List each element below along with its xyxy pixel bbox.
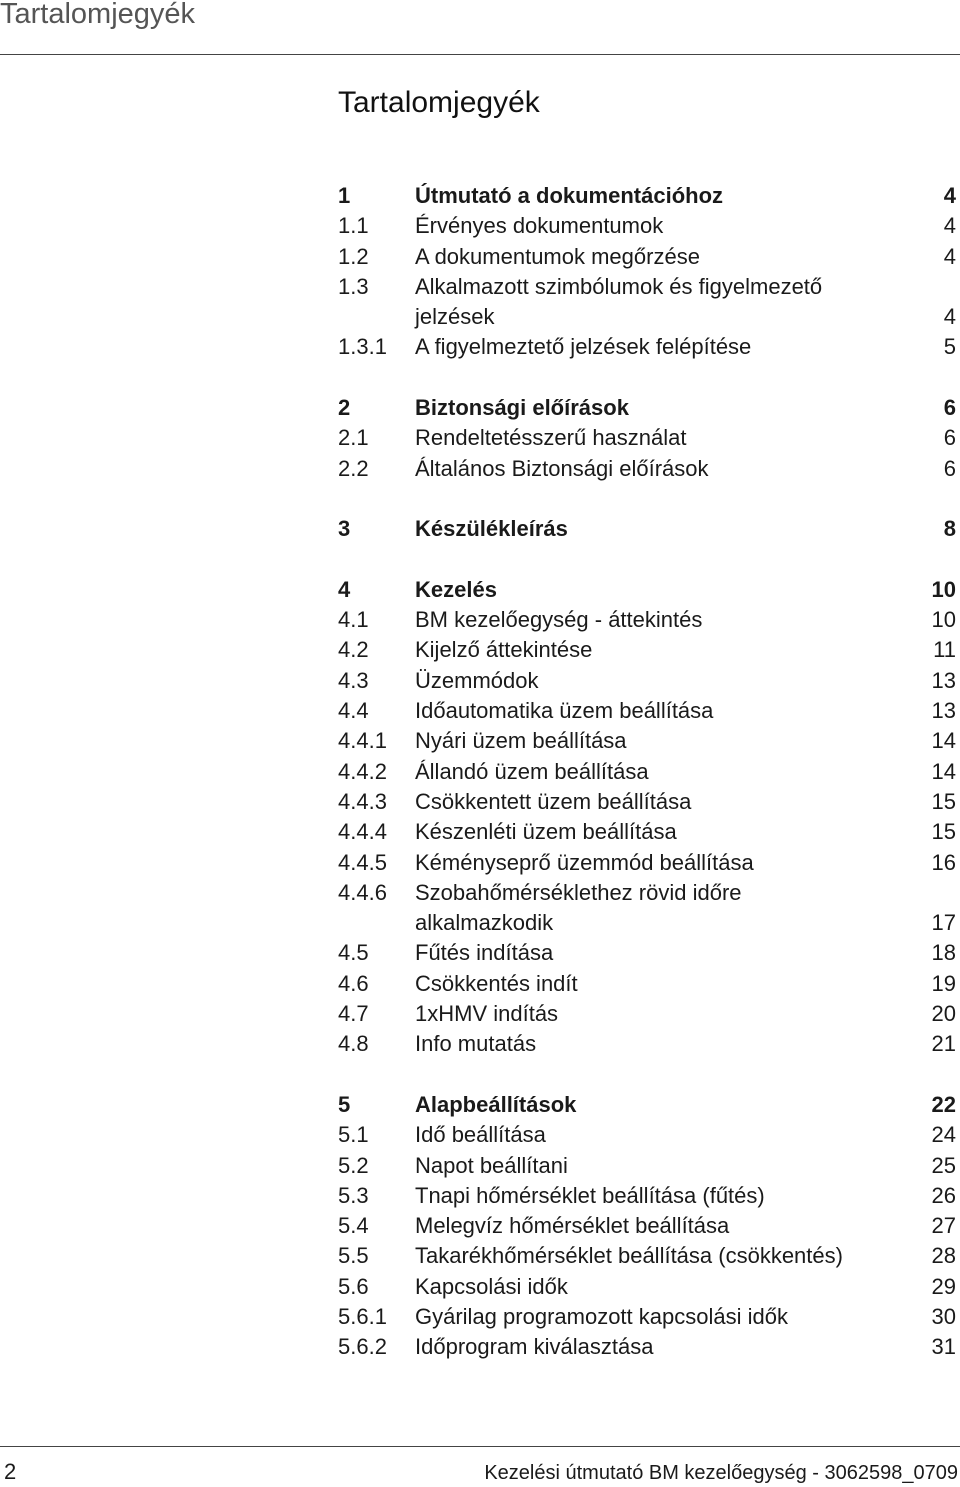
toc-entry-page: 31 [931, 1334, 956, 1360]
header-divider [0, 54, 960, 55]
toc-entry-number: 5.1 [338, 1122, 369, 1148]
toc-entry-page: 10 [931, 607, 956, 633]
toc-entry-page: 14 [931, 758, 956, 784]
toc-entry-number: 4.7 [338, 1001, 369, 1027]
footer-document-title: Kezelési útmutató BM kezelőegység - 3062598_0709 [484, 1462, 958, 1484]
toc-entry-title: Kapcsolási idők [415, 1273, 568, 1299]
toc-entry-page: 28 [931, 1243, 956, 1269]
toc-entry-title: Melegvíz hőmérséklet beállítása [415, 1213, 730, 1239]
toc-entry-title: Időautomatika üzem beállítása [415, 698, 714, 724]
toc-entry-number: 4.4.1 [338, 728, 387, 754]
toc-entry-title: A dokumentumok megőrzése [415, 243, 700, 269]
toc-entry-page: 4 [943, 183, 956, 208]
toc-entry-title: Kijelző áttekintése [415, 637, 593, 663]
toc-entry-title: A figyelmeztető jelzések felépítése [415, 334, 752, 360]
toc-entry-title: Biztonsági előírások [415, 395, 629, 421]
toc-entry-number: 4.6 [338, 970, 369, 996]
toc-entry-page: 18 [931, 940, 956, 966]
page-title: Tartalomjegyék [338, 86, 540, 119]
toc-entry-page: 24 [931, 1122, 956, 1148]
toc-entry-number: 1.3 [338, 273, 369, 299]
toc-entry-number: 4 [338, 576, 351, 602]
toc-entry-page: 21 [931, 1031, 956, 1057]
toc-entry [338, 423, 958, 453]
toc-entry [338, 302, 958, 332]
toc-entry [338, 757, 958, 787]
toc-entry-title: jelzések [415, 304, 495, 330]
toc-entry-number: 5 [338, 1091, 351, 1117]
toc-entry [338, 1181, 958, 1211]
toc-entry-page: 6 [943, 425, 956, 451]
toc-entry-number: 4.1 [338, 607, 369, 633]
toc-entry-page: 29 [931, 1273, 956, 1299]
table-of-contents [338, 181, 958, 1363]
toc-entry-title: Takarékhőmérséklet beállítása (csökkentés) [415, 1243, 843, 1269]
toc-entry-title: Általános Biztonsági előírások [415, 455, 709, 481]
toc-entry-page: 20 [931, 1001, 956, 1027]
toc-entry [338, 1029, 958, 1059]
toc-entry [338, 242, 958, 272]
toc-entry [338, 1120, 958, 1150]
toc-entry-number: 5.3 [338, 1182, 369, 1208]
toc-entry-number: 5.6.1 [338, 1303, 387, 1329]
toc-entry-title: Útmutató a dokumentációhoz [415, 183, 724, 208]
toc-entry-number: 4.2 [338, 637, 369, 663]
toc-entry-number: 4.4.6 [338, 879, 387, 905]
toc-entry-page: 13 [931, 698, 956, 724]
toc-entry-page: 15 [931, 788, 956, 814]
toc-entry-number: 5.4 [338, 1213, 369, 1239]
toc-entry-number: 4.8 [338, 1031, 369, 1057]
toc-entry-title: Napot beállítani [415, 1152, 568, 1178]
toc-entry [338, 1241, 958, 1271]
toc-entry-title: Rendeltetésszerű használat [415, 425, 687, 451]
toc-entry-title: Kéményseprő üzemmód beállítása [415, 849, 754, 875]
toc-entry-number: 4.4.5 [338, 849, 387, 875]
toc-entry-page: 16 [931, 849, 956, 875]
toc-entry-page: 10 [931, 576, 956, 602]
toc-entry-number: 2.2 [338, 455, 369, 481]
toc-entry-number: 5.5 [338, 1243, 369, 1269]
toc-entry [338, 1302, 958, 1332]
toc-chapter-entry [338, 393, 958, 423]
running-header-title: Tartalomjegyék [0, 0, 196, 30]
toc-entry [338, 1272, 958, 1302]
toc-entry-number: 1 [338, 183, 351, 208]
toc-entry-page: 30 [931, 1303, 956, 1329]
toc-entry-title: Készülékleírás [415, 516, 568, 542]
toc-chapter-entry [338, 575, 958, 605]
toc-entry-number: 4.3 [338, 667, 369, 693]
toc-entry-number: 4.4.4 [338, 819, 387, 845]
toc-entry-page: 4 [943, 243, 956, 269]
toc-entry [338, 635, 958, 665]
toc-entry-page: 25 [931, 1152, 956, 1178]
toc-entry-number: 1.1 [338, 213, 369, 239]
toc-entry-number: 1.2 [338, 243, 369, 269]
toc-entry [338, 605, 958, 635]
footer-divider [0, 1446, 960, 1447]
toc-entry-number: 5.6.2 [338, 1334, 387, 1360]
toc-entry [338, 908, 958, 938]
toc-entry-number: 5.2 [338, 1152, 369, 1178]
toc-entry [338, 272, 958, 302]
toc-entry-title: Fűtés indítása [415, 940, 554, 966]
toc-entry-title: Idő beállítása [415, 1122, 546, 1148]
toc-entry [338, 1332, 958, 1362]
toc-entry-title: Nyári üzem beállítása [415, 728, 627, 754]
toc-entry-page: 4 [943, 304, 956, 330]
toc-entry-title: Kezelés [415, 576, 497, 602]
toc-entry [338, 1211, 958, 1241]
toc-entry-page: 19 [931, 970, 956, 996]
toc-entry-number: 4.4.2 [338, 758, 387, 784]
toc-entry-title: Érvényes dokumentumok [415, 213, 664, 239]
toc-entry [338, 211, 958, 241]
toc-entry-title: Állandó üzem beállítása [415, 758, 649, 784]
toc-entry [338, 969, 958, 999]
toc-entry [338, 817, 958, 847]
toc-entry [338, 726, 958, 756]
toc-entry [338, 999, 958, 1029]
toc-chapter-entry [338, 1090, 958, 1120]
toc-entry-page: 4 [943, 213, 956, 239]
toc-entry-number: 4.5 [338, 940, 369, 966]
toc-entry [338, 878, 958, 908]
toc-entry-title: Időprogram kiválasztása [415, 1334, 654, 1360]
toc-entry-title: Gyárilag programozott kapcsolási idők [415, 1303, 788, 1329]
footer-page-number: 2 [4, 1459, 17, 1484]
toc-entry [338, 938, 958, 968]
toc-entry-number: 2 [338, 395, 351, 421]
toc-entry-page: 8 [943, 516, 956, 542]
toc-entry-page: 26 [931, 1182, 956, 1208]
toc-entry-title: Készenléti üzem beállítása [415, 819, 677, 845]
toc-entry-title: Alkalmazott szimbólumok és figyelmezető [415, 273, 823, 299]
toc-entry-number: 5.6 [338, 1273, 369, 1299]
toc-entry-page: 22 [931, 1091, 956, 1117]
toc-entry-title: Üzemmódok [415, 667, 539, 693]
toc-entry-page: 15 [931, 819, 956, 845]
toc-entry-page: 14 [931, 728, 956, 754]
toc-entry-page: 6 [943, 455, 956, 481]
toc-chapter-entry [338, 181, 958, 211]
toc-chapter-entry [338, 514, 958, 544]
toc-entry-title: 1xHMV indítás [415, 1001, 559, 1027]
toc-entry [338, 787, 958, 817]
toc-entry-title: Csökkentett üzem beállítása [415, 788, 692, 814]
toc-entry [338, 666, 958, 696]
toc-entry-number: 3 [338, 516, 351, 542]
toc-entry-title: Info mutatás [415, 1031, 537, 1057]
toc-entry [338, 1151, 958, 1181]
toc-entry-number: 4.4.3 [338, 788, 387, 814]
toc-entry-number: 1.3.1 [338, 334, 387, 360]
toc-entry-title: Alapbeállítások [415, 1091, 577, 1117]
toc-entry-page: 13 [931, 667, 956, 693]
toc-entry-number: 4.4 [338, 698, 369, 724]
toc-entry-title: Csökkentés indít [415, 970, 578, 996]
toc-entry [338, 454, 958, 484]
toc-entry-title: Szobahőmérséklethez rövid időre [415, 879, 742, 905]
toc-entry-number: 2.1 [338, 425, 369, 451]
toc-entry-page: 27 [931, 1213, 956, 1239]
toc-entry [338, 332, 958, 362]
toc-entry-title: BM kezelőegység - áttekintés [415, 607, 703, 633]
toc-entry-page: 6 [943, 395, 956, 421]
toc-entry-page: 11 [933, 637, 956, 663]
toc-entry-title: Tnapi hőmérséklet beállítása (fűtés) [415, 1182, 765, 1208]
toc-entry-page: 5 [943, 334, 956, 360]
toc-entry [338, 696, 958, 726]
toc-entry [338, 848, 958, 878]
toc-entry-title: alkalmazkodik [415, 910, 554, 936]
toc-entry-page: 17 [931, 910, 956, 936]
